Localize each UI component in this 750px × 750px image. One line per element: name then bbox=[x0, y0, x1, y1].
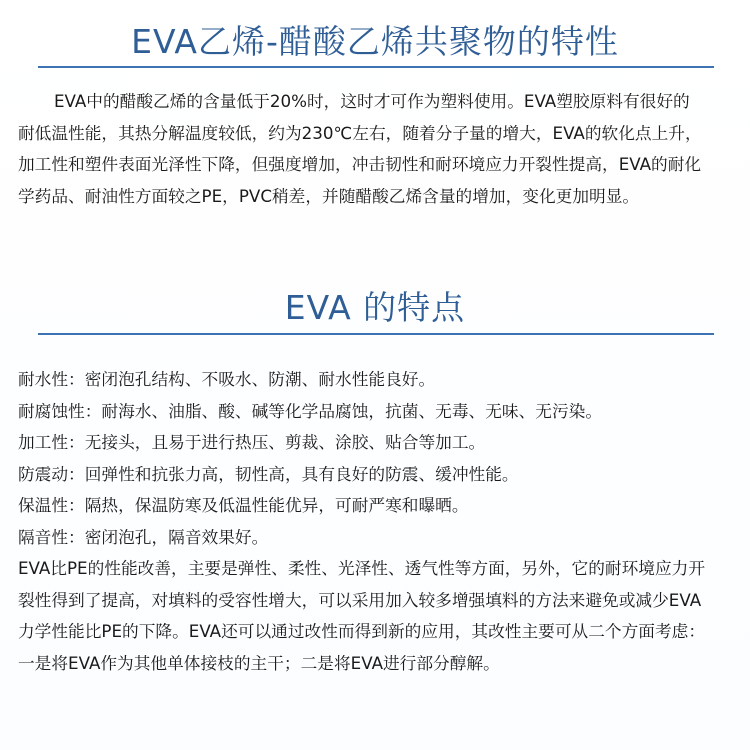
heading-divider bbox=[38, 66, 714, 68]
summary-line: 裂性得到了提高，对填料的受容性增大，可以采用加入较多增强填料的方法来避免或减少EVA bbox=[18, 589, 702, 610]
features-list bbox=[18, 364, 738, 679]
feature-line: 保温性：隔热，保温防寒及低温性能优异，可耐严寒和曝晒。 bbox=[18, 495, 469, 515]
features-divider bbox=[38, 333, 714, 335]
intro-paragraph bbox=[18, 86, 738, 212]
main-heading: EVA乙烯-醋酸乙烯共聚物的特性 bbox=[131, 22, 619, 61]
intro-line: 耐低温性能，其热分解温度较低，约为230℃左右，随着分子量的增大，EVA的软化点上升， bbox=[18, 122, 702, 143]
feature-line: 隔音性：密闭泡孔，隔音效果好。 bbox=[18, 526, 269, 547]
intro-line: 加工性和塑件表面光泽性下降，但强度增加，冲击韧性和耐环境应力开裂性提高，EVA的耐化 bbox=[18, 154, 702, 174]
feature-line: 耐水性：密闭泡孔结构、不吸水、防潮、耐水性能良好。 bbox=[18, 369, 436, 389]
intro-line: 学药品、耐油性方面较之PE，PVC稍差，并随醋酸乙烯含量的增加，变化更加明显。 bbox=[18, 185, 640, 206]
intro-line: EVA中的醋酸乙烯的含量低于20%时，这时才可作为塑料使用。EVA塑胶原料有很好的 bbox=[54, 91, 690, 111]
feature-line: 耐腐蚀性：耐海水、油脂、酸、碱等化学品腐蚀，抗菌、无毒、无味、无污染。 bbox=[18, 400, 603, 421]
summary-line: 一是将EVA作为其他单体接枝的主干；二是将EVA进行部分醇解。 bbox=[18, 652, 500, 673]
features-heading: EVA 的特点 bbox=[284, 288, 466, 327]
summary-line: EVA比PE的性能改善，主要是弹性、柔性、光泽性、透气性等方面，另外，它的耐环境应力开 bbox=[18, 558, 706, 578]
feature-line: 防震动：回弹性和抗张力高，韧性高，具有良好的防震、缓冲性能。 bbox=[18, 463, 519, 484]
summary-line: 力学性能比PE的下降。EVA还可以通过改性而得到新的应用，其改性主要可从二个方面考虑： bbox=[18, 621, 706, 641]
feature-line: 加工性：无接头，且易于进行热压、剪裁、涂胶、贴合等加工。 bbox=[18, 432, 486, 452]
